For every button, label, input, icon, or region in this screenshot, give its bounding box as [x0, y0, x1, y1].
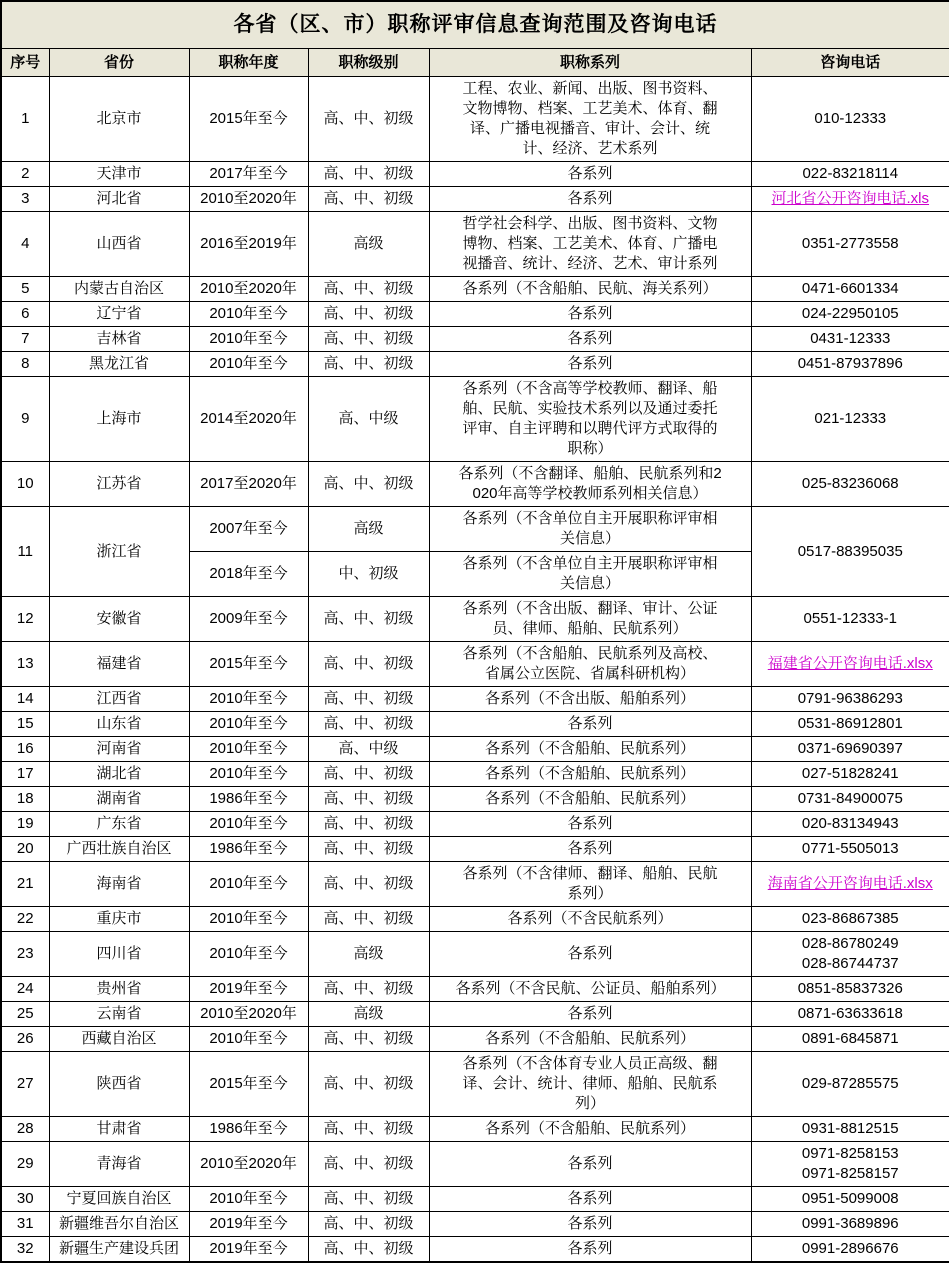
phone-number: 0371-69690397 [797, 740, 903, 757]
level-cell: 高、中、初级 [308, 837, 429, 862]
table-row [1, 277, 949, 302]
series-cell: 各系列 [429, 932, 751, 977]
phone-file-link[interactable]: 海南省公开咨询电话.xlsx [767, 875, 933, 892]
year-cell: 2010年至今 [189, 812, 308, 837]
series-cell: 各系列 [429, 352, 751, 377]
series-cell: 各系列（不含体育专业人员正高级、翻译、会计、统计、律师、船舶、民航系列） [429, 1052, 751, 1117]
row-no-cell: 13 [1, 642, 49, 687]
province-cell: 广西壮族自治区 [49, 837, 189, 862]
level-cell: 高、中、初级 [308, 712, 429, 737]
table-row [1, 1002, 949, 1027]
row-no-cell: 10 [1, 462, 49, 507]
series-cell: 各系列 [429, 327, 751, 352]
table-row [1, 1212, 949, 1237]
province-cell: 浙江省 [49, 507, 189, 597]
year-cell: 2019年至今 [189, 1212, 308, 1237]
phone-cell [751, 932, 949, 977]
phone-cell [751, 212, 949, 277]
series-cell: 各系列 [429, 1237, 751, 1263]
phone-number: 0951-5099008 [801, 1190, 899, 1207]
series-cell: 各系列（不含高等学校教师、翻译、船舶、民航、实验技术系列以及通过委托评审、自主评聘和以聘代评方式取得的职称） [429, 377, 751, 462]
phone-number: 023-86867385 [801, 910, 899, 927]
phone-file-link[interactable]: 河北省公开咨询电话.xls [771, 190, 930, 207]
year-cell: 1986年至今 [189, 787, 308, 812]
year-cell: 2015年至今 [189, 1052, 308, 1117]
row-no-cell: 22 [1, 907, 49, 932]
phone-cell [751, 77, 949, 162]
header-year: 职称年度 [189, 49, 308, 77]
province-cell: 吉林省 [49, 327, 189, 352]
phone-number: 024-22950105 [801, 305, 899, 322]
province-cell: 宁夏回族自治区 [49, 1187, 189, 1212]
level-cell: 高、中级 [308, 737, 429, 762]
level-cell: 高、中、初级 [308, 1237, 429, 1263]
phone-file-link[interactable]: 福建省公开咨询电话.xlsx [767, 655, 933, 672]
row-no-cell: 21 [1, 862, 49, 907]
province-cell: 山西省 [49, 212, 189, 277]
province-cell: 广东省 [49, 812, 189, 837]
phone-cell [751, 162, 949, 187]
series-cell: 各系列 [429, 187, 751, 212]
phone-cell [751, 1212, 949, 1237]
phone-number: 0431-12333 [810, 330, 891, 347]
title-row [1, 1, 949, 49]
series-cell: 各系列 [429, 837, 751, 862]
series-cell: 各系列（不含出版、船舶系列） [429, 687, 751, 712]
series-cell: 各系列 [429, 1142, 751, 1187]
year-cell: 2010至2020年 [189, 1002, 308, 1027]
year-cell: 2010年至今 [189, 737, 308, 762]
series-cell: 各系列 [429, 1212, 751, 1237]
level-cell: 高、中、初级 [308, 1117, 429, 1142]
year-cell: 2019年至今 [189, 977, 308, 1002]
series-cell: 工程、农业、新闻、出版、图书资料、文物博物、档案、工艺美术、体育、翻译、广播电视播音、审计、会计、统计、经济、艺术系列 [429, 77, 751, 162]
phone-number: 020-83134943 [801, 815, 899, 832]
phone-number: 0991-3689896 [801, 1215, 899, 1232]
row-no-cell: 6 [1, 302, 49, 327]
phone-cell [751, 1027, 949, 1052]
phone-cell [751, 907, 949, 932]
level-cell: 高、中、初级 [308, 597, 429, 642]
level-cell: 高、中级 [308, 377, 429, 462]
table-row [1, 352, 949, 377]
phone-number: 0517-88395035 [797, 542, 903, 560]
row-no-cell: 26 [1, 1027, 49, 1052]
phone-cell [751, 687, 949, 712]
phone-cell [751, 597, 949, 642]
phone-cell [751, 737, 949, 762]
year-cell: 2010年至今 [189, 932, 308, 977]
province-cell: 云南省 [49, 1002, 189, 1027]
province-cell: 河北省 [49, 187, 189, 212]
row-no-cell: 23 [1, 932, 49, 977]
header-phone: 咨询电话 [751, 49, 949, 77]
province-cell: 贵州省 [49, 977, 189, 1002]
year-cell: 2010年至今 [189, 1027, 308, 1052]
level-cell: 高、中、初级 [308, 1212, 429, 1237]
table-row [1, 812, 949, 837]
phone-cell [751, 977, 949, 1002]
phone-number: 0871-63633618 [797, 1005, 903, 1022]
province-cell: 北京市 [49, 77, 189, 162]
province-cell: 西藏自治区 [49, 1027, 189, 1052]
level-cell: 高、中、初级 [308, 787, 429, 812]
table-row [1, 687, 949, 712]
year-cell: 2015年至今 [189, 642, 308, 687]
row-no-cell: 19 [1, 812, 49, 837]
table-row [1, 787, 949, 812]
phone-cell [751, 462, 949, 507]
series-cell: 各系列（不含船舶、民航系列及高校、省属公立医院、省属科研机构） [429, 642, 751, 687]
series-cell: 哲学社会科学、出版、图书资料、文物博物、档案、工艺美术、体育、广播电视播音、统计、经济、艺术、审计系列 [429, 212, 751, 277]
province-cell: 新疆生产建设兵团 [49, 1237, 189, 1263]
phone-number: 0551-12333-1 [803, 610, 897, 627]
row-no-cell: 16 [1, 737, 49, 762]
phone-number: 0791-96386293 [797, 690, 903, 707]
province-cell: 内蒙古自治区 [49, 277, 189, 302]
series-cell: 各系列 [429, 1187, 751, 1212]
year-cell: 2007年至今 [189, 507, 308, 552]
level-cell: 高、中、初级 [308, 977, 429, 1002]
phone-number: 0731-84900075 [797, 790, 903, 807]
page-title: 各省（区、市）职称评审信息查询范围及咨询电话 [1, 1, 949, 49]
series-cell: 各系列（不含出版、翻译、审计、公证员、律师、船舶、民航系列） [429, 597, 751, 642]
header-row [1, 49, 949, 77]
year-cell: 2010年至今 [189, 907, 308, 932]
province-cell: 福建省 [49, 642, 189, 687]
series-cell: 各系列 [429, 162, 751, 187]
row-no-cell: 12 [1, 597, 49, 642]
level-cell: 高、中、初级 [308, 812, 429, 837]
table-row [1, 212, 949, 277]
phone-cell [751, 812, 949, 837]
phone-cell [751, 187, 949, 212]
row-no-cell: 14 [1, 687, 49, 712]
table-row [1, 1117, 949, 1142]
level-cell: 高、中、初级 [308, 1187, 429, 1212]
phone-number: 029-87285575 [801, 1075, 899, 1092]
phone-number: 0971-8258153 [801, 1145, 899, 1162]
phone-cell [751, 1237, 949, 1263]
level-cell: 高级 [308, 932, 429, 977]
row-no-cell: 28 [1, 1117, 49, 1142]
table-row [1, 932, 949, 977]
phone-number: 0971-8258157 [801, 1165, 899, 1182]
table-row [1, 862, 949, 907]
series-cell: 各系列 [429, 1002, 751, 1027]
province-cell: 海南省 [49, 862, 189, 907]
level-cell: 高、中、初级 [308, 462, 429, 507]
header-level: 职称级别 [308, 49, 429, 77]
table-row [1, 187, 949, 212]
phone-cell [751, 762, 949, 787]
series-cell: 各系列（不含民航、公证员、船舶系列） [429, 977, 751, 1002]
series-cell: 各系列 [429, 712, 751, 737]
table-row [1, 907, 949, 932]
row-no-cell: 8 [1, 352, 49, 377]
phone-number: 010-12333 [814, 110, 887, 127]
level-cell: 高、中、初级 [308, 1052, 429, 1117]
year-cell: 2009年至今 [189, 597, 308, 642]
table-row [1, 1237, 949, 1263]
year-cell: 2010年至今 [189, 687, 308, 712]
level-cell: 高、中、初级 [308, 277, 429, 302]
phone-cell [751, 507, 949, 597]
table-row [1, 642, 949, 687]
row-no-cell: 4 [1, 212, 49, 277]
province-cell: 河南省 [49, 737, 189, 762]
phone-number: 022-83218114 [802, 165, 899, 182]
level-cell: 高、中、初级 [308, 162, 429, 187]
phone-number: 0851-85837326 [797, 980, 903, 997]
row-no-cell: 15 [1, 712, 49, 737]
series-cell: 各系列 [429, 302, 751, 327]
phone-cell [751, 277, 949, 302]
phone-cell [751, 787, 949, 812]
phone-number: 0931-8812515 [801, 1120, 899, 1137]
province-cell: 新疆维吾尔自治区 [49, 1212, 189, 1237]
table-row [1, 1187, 949, 1212]
series-cell: 各系列（不含单位自主开展职称评审相关信息） [429, 552, 751, 597]
level-cell: 高、中、初级 [308, 1027, 429, 1052]
province-cell: 辽宁省 [49, 302, 189, 327]
phone-number: 0471-6601334 [801, 280, 899, 297]
series-cell: 各系列（不含船舶、民航系列） [429, 1027, 751, 1052]
level-cell: 中、初级 [308, 552, 429, 597]
phone-number: 028-86744737 [801, 955, 899, 972]
phone-number: 028-86780249 [801, 935, 899, 952]
phone-cell [751, 712, 949, 737]
province-cell: 重庆市 [49, 907, 189, 932]
province-cell: 湖南省 [49, 787, 189, 812]
series-cell: 各系列（不含船舶、民航、海关系列） [429, 277, 751, 302]
phone-number: 0531-86912801 [797, 715, 903, 732]
level-cell: 高、中、初级 [308, 302, 429, 327]
year-cell: 2010至2020年 [189, 277, 308, 302]
header-series: 职称系列 [429, 49, 751, 77]
year-cell: 2017年至今 [189, 162, 308, 187]
phone-number: 0991-2896676 [801, 1240, 899, 1257]
phone-cell [751, 1142, 949, 1187]
header-no: 序号 [1, 49, 49, 77]
province-cell: 山东省 [49, 712, 189, 737]
phone-cell [751, 302, 949, 327]
row-no-cell: 17 [1, 762, 49, 787]
table-row [1, 977, 949, 1002]
year-cell: 1986年至今 [189, 837, 308, 862]
series-cell: 各系列（不含船舶、民航系列） [429, 787, 751, 812]
province-cell: 天津市 [49, 162, 189, 187]
table-row [1, 1142, 949, 1187]
year-cell: 2015年至今 [189, 77, 308, 162]
series-cell: 各系列（不含船舶、民航系列） [429, 762, 751, 787]
phone-cell [751, 642, 949, 687]
row-no-cell: 30 [1, 1187, 49, 1212]
row-no-cell: 27 [1, 1052, 49, 1117]
level-cell: 高、中、初级 [308, 327, 429, 352]
row-no-cell: 1 [1, 77, 49, 162]
series-cell: 各系列（不含民航系列） [429, 907, 751, 932]
year-cell: 2010年至今 [189, 712, 308, 737]
phone-cell [751, 1052, 949, 1117]
phone-cell [751, 862, 949, 907]
row-no-cell: 7 [1, 327, 49, 352]
level-cell: 高、中、初级 [308, 687, 429, 712]
level-cell: 高、中、初级 [308, 77, 429, 162]
row-no-cell: 31 [1, 1212, 49, 1237]
level-cell: 高、中、初级 [308, 187, 429, 212]
province-cell: 安徽省 [49, 597, 189, 642]
level-cell: 高、中、初级 [308, 642, 429, 687]
level-cell: 高、中、初级 [308, 862, 429, 907]
province-cell: 四川省 [49, 932, 189, 977]
table-row [1, 507, 949, 552]
year-cell: 2010至2020年 [189, 187, 308, 212]
table-row [1, 837, 949, 862]
year-cell: 2010年至今 [189, 1187, 308, 1212]
row-no-cell: 18 [1, 787, 49, 812]
table-row [1, 597, 949, 642]
series-cell: 各系列 [429, 812, 751, 837]
year-cell: 1986年至今 [189, 1117, 308, 1142]
province-cell: 黑龙江省 [49, 352, 189, 377]
phone-number: 027-51828241 [801, 765, 899, 782]
phone-number: 0451-87937896 [797, 355, 903, 372]
phone-cell [751, 1187, 949, 1212]
series-cell: 各系列（不含船舶、民航系列） [429, 737, 751, 762]
year-cell: 2010至2020年 [189, 1142, 308, 1187]
phone-number: 025-83236068 [801, 475, 899, 492]
table-row [1, 377, 949, 462]
row-no-cell: 24 [1, 977, 49, 1002]
year-cell: 2010年至今 [189, 762, 308, 787]
year-cell: 2016至2019年 [189, 212, 308, 277]
province-cell: 上海市 [49, 377, 189, 462]
year-cell: 2010年至今 [189, 302, 308, 327]
table-row [1, 162, 949, 187]
province-cell: 甘肃省 [49, 1117, 189, 1142]
level-cell: 高级 [308, 507, 429, 552]
row-no-cell: 9 [1, 377, 49, 462]
phone-cell [751, 352, 949, 377]
row-no-cell: 2 [1, 162, 49, 187]
phone-number: 0351-2773558 [801, 235, 899, 252]
table-row [1, 77, 949, 162]
header-province: 省份 [49, 49, 189, 77]
table-body [1, 77, 949, 1263]
table-row [1, 327, 949, 352]
row-no-cell: 5 [1, 277, 49, 302]
province-cell: 湖北省 [49, 762, 189, 787]
table-row [1, 737, 949, 762]
level-cell: 高级 [308, 1002, 429, 1027]
province-cell: 青海省 [49, 1142, 189, 1187]
row-no-cell: 3 [1, 187, 49, 212]
level-cell: 高、中、初级 [308, 907, 429, 932]
phone-number: 021-12333 [814, 410, 887, 427]
year-cell: 2010年至今 [189, 327, 308, 352]
level-cell: 高、中、初级 [308, 762, 429, 787]
row-no-cell: 29 [1, 1142, 49, 1187]
series-cell: 各系列（不含律师、翻译、船舶、民航系列） [429, 862, 751, 907]
level-cell: 高、中、初级 [308, 352, 429, 377]
year-cell: 2019年至今 [189, 1237, 308, 1263]
table-row [1, 462, 949, 507]
table-row [1, 762, 949, 787]
row-no-cell: 25 [1, 1002, 49, 1027]
phone-cell [751, 377, 949, 462]
table-row [1, 1052, 949, 1117]
level-cell: 高级 [308, 212, 429, 277]
year-cell: 2010年至今 [189, 352, 308, 377]
phone-cell [751, 1002, 949, 1027]
phone-number: 0891-6845871 [801, 1030, 899, 1047]
row-no-cell: 32 [1, 1237, 49, 1263]
row-no-cell: 20 [1, 837, 49, 862]
table-row [1, 1027, 949, 1052]
year-cell: 2014至2020年 [189, 377, 308, 462]
series-cell: 各系列（不含单位自主开展职称评审相关信息） [429, 507, 751, 552]
table-row [1, 302, 949, 327]
province-cell: 陕西省 [49, 1052, 189, 1117]
level-cell: 高、中、初级 [308, 1142, 429, 1187]
province-cell: 江西省 [49, 687, 189, 712]
year-cell: 2018年至今 [189, 552, 308, 597]
series-cell: 各系列（不含翻译、船舶、民航系列和2020年高等学校教师系列相关信息） [429, 462, 751, 507]
phone-cell [751, 837, 949, 862]
phone-cell [751, 1117, 949, 1142]
phone-number: 0771-5505013 [801, 840, 899, 857]
year-cell: 2010年至今 [189, 862, 308, 907]
province-cell: 江苏省 [49, 462, 189, 507]
series-cell: 各系列（不含船舶、民航系列） [429, 1117, 751, 1142]
row-no-cell: 11 [1, 507, 49, 597]
table-row [1, 712, 949, 737]
year-cell: 2017至2020年 [189, 462, 308, 507]
phone-cell [751, 327, 949, 352]
